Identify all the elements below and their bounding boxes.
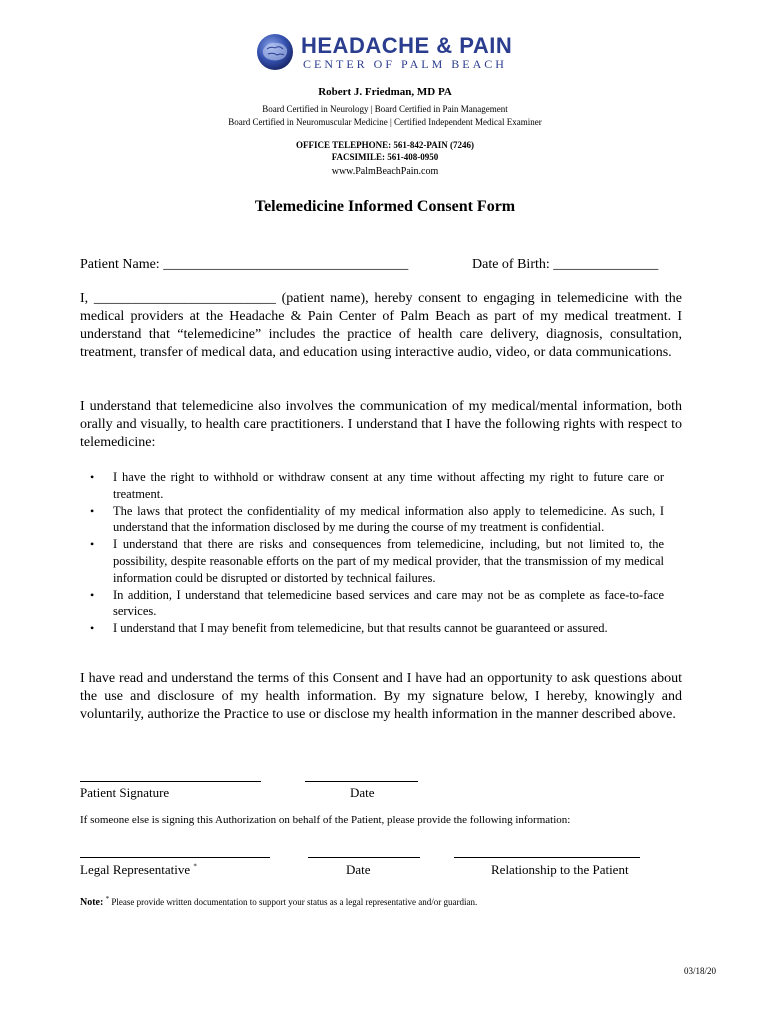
note-label: Note: xyxy=(80,897,104,908)
form-title: Telemedicine Informed Consent Form xyxy=(254,198,516,215)
practice-logo xyxy=(255,30,515,74)
note-asterisk: * xyxy=(105,895,110,903)
brain-globe-icon xyxy=(255,32,295,72)
consent-paragraph-2: I understand that telemedicine also involves the communication of my medical/mental information, both orally and visually, to health care practitioners. I understand that I have the following rights with respect to telemedicine: xyxy=(80,399,682,450)
note-text: Please provide written documentation to support your status as a legal representative and/or guardian. xyxy=(109,897,478,907)
list-item: • In addition, I understand that telemedicine based services and care may not be as complete as face-to-face services. xyxy=(80,587,664,621)
patient-signature-label: Patient Signature xyxy=(80,785,170,800)
consent-paragraph-3: I have read and understand the terms of this Consent and I have had an opportunity to ask questions about the use and disclosure of my health information. By my signature below, I hereby, knowingly and voluntarily, authorize the Practice to use or disclose my health information in the manner described above. xyxy=(80,671,682,722)
facsimile: FACSIMILE: 561-408-0950 xyxy=(331,152,439,162)
certification-line-2: Board Certified in Neuromuscular Medicine | Certified Independent Medical Examiner xyxy=(228,117,542,127)
consent-paragraph-1: I, __________________________ (patient name), hereby consent to engaging in telemedicine with the medical providers at the Headache & Pain Center of Palm Beach as part of my medical treatment. I understand that “telemedicine” includes the practice of health care delivery, diagnosis, consultation, treatment, transfer of medical data, and education using interactive audio, video, or data communications. xyxy=(80,291,682,360)
legal-representative-label xyxy=(80,862,197,878)
list-item: • I understand that there are risks and consequences from telemedicine, including, but not limited to, the possibility, despite reasonable efforts on the part of my medical provider, that the transmission of my medical information could be disrupted or distorted by technical failures. xyxy=(80,536,664,586)
rights-list xyxy=(80,469,664,637)
list-item: • I understand that I may benefit from telemedicine, but that results cannot be guaranteed or assured. xyxy=(80,620,664,637)
footnote xyxy=(80,895,477,908)
patient-signature-line[interactable] xyxy=(80,781,261,782)
date-line-1[interactable] xyxy=(305,781,418,782)
date-of-birth-field[interactable]: Date of Birth: _______________ xyxy=(472,257,659,272)
legal-representative-text: Legal Representative xyxy=(80,862,191,877)
date-line-2[interactable] xyxy=(308,857,420,858)
certification-line-1: Board Certified in Neurology | Board Certified in Pain Management xyxy=(262,104,508,114)
behalf-instruction: If someone else is signing this Authorization on behalf of the Patient, please provide the following information: xyxy=(80,814,571,826)
legal-representative-line[interactable] xyxy=(80,857,270,858)
website-link[interactable]: www.PalmBeachPain.com xyxy=(331,166,439,177)
relationship-line[interactable] xyxy=(454,857,640,858)
patient-name-field[interactable]: Patient Name: ___________________________________ xyxy=(80,257,409,272)
relationship-label: Relationship to the Patient xyxy=(491,862,629,877)
list-item: • The laws that protect the confidentiality of my medical information also apply to telemedicine. As such, I understand that the information disclosed by me during the course of my treatment is confidential. xyxy=(80,503,664,537)
office-telephone: OFFICE TELEPHONE: 561-842-PAIN (7246) xyxy=(296,140,474,150)
logo-title: HEADACHE & PAIN xyxy=(301,33,513,58)
list-item: • I have the right to withhold or withdraw consent at any time without affecting my right to future care or treatment. xyxy=(80,469,664,503)
revision-date: 03/18/20 xyxy=(684,966,717,976)
date-label-2: Date xyxy=(346,862,371,877)
asterisk-mark: * xyxy=(193,862,197,871)
logo-subtitle: CENTER OF PALM BEACH xyxy=(303,57,507,71)
doctor-name: Robert J. Friedman, MD PA xyxy=(318,86,452,98)
date-label-1: Date xyxy=(350,785,375,800)
